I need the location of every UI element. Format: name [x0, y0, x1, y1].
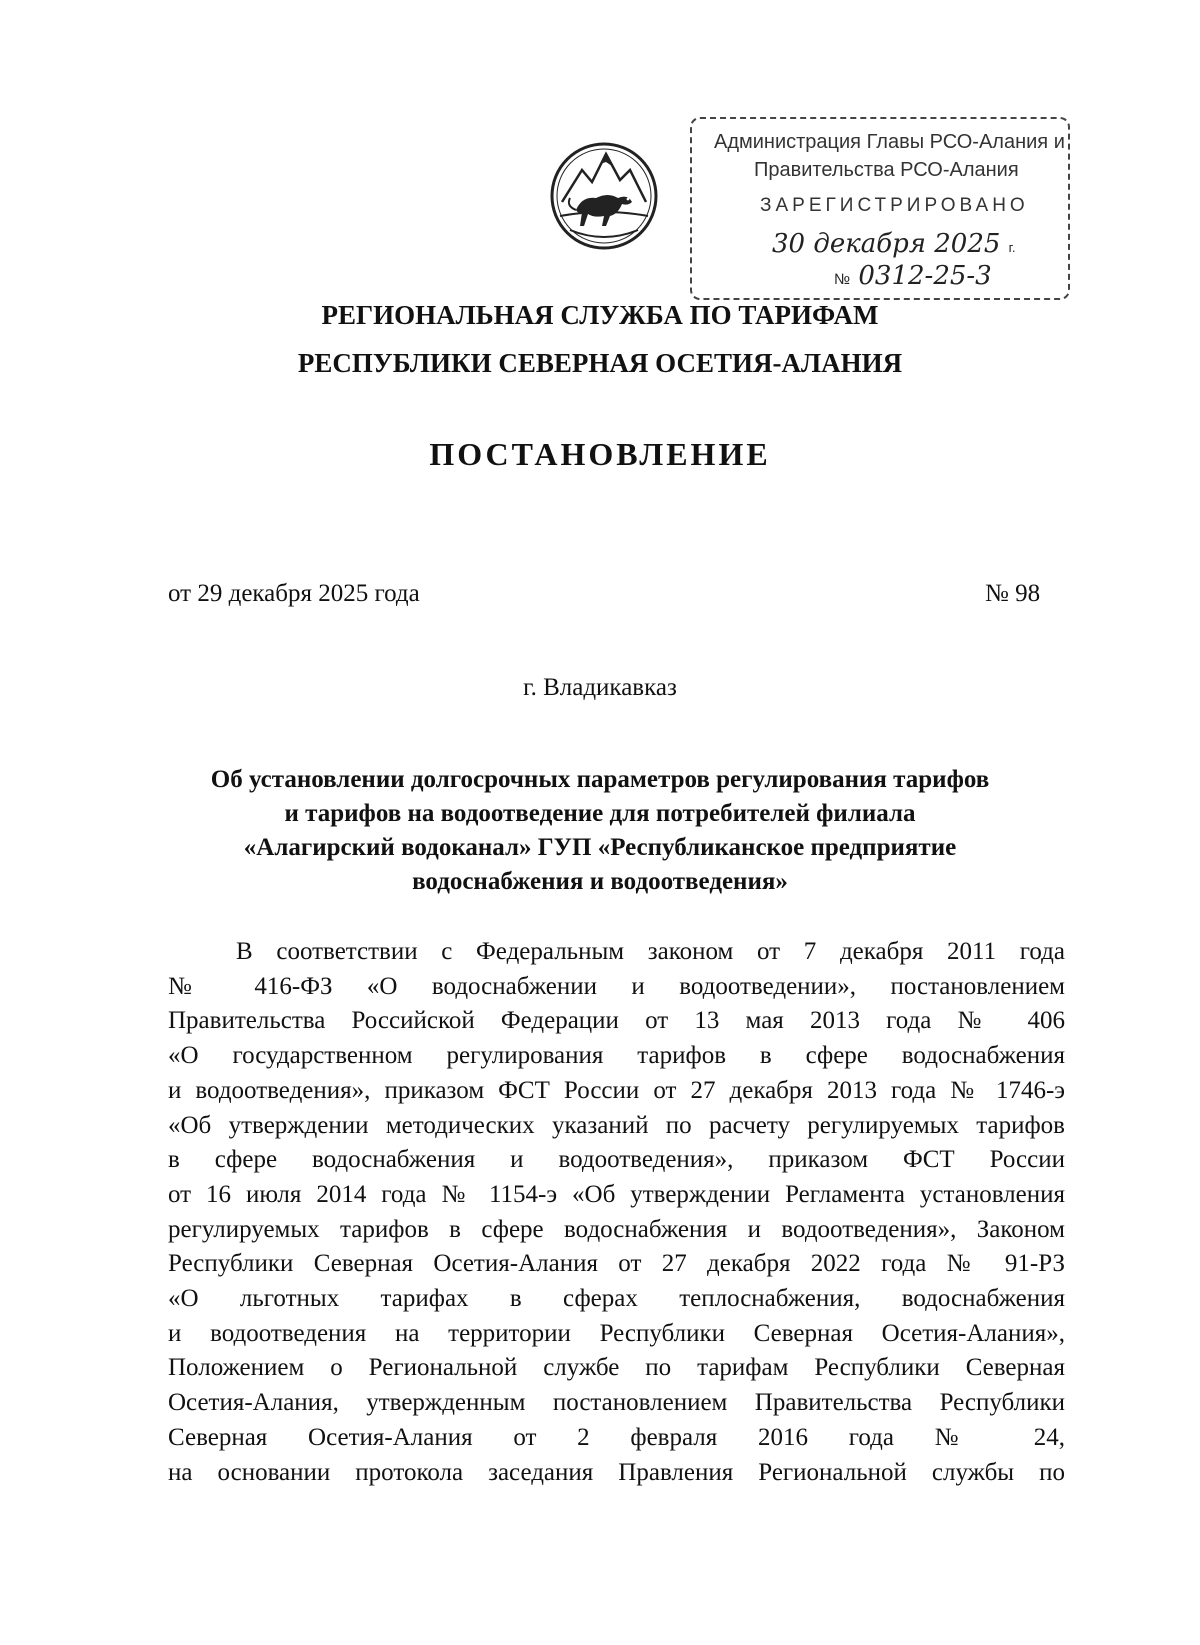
body-line: «Об утверждении методических указаний по расчету регулируемых тарифов — [168, 1111, 1065, 1139]
stamp-handwritten-date — [772, 229, 1015, 259]
document-date: от 29 декабря 2025 года — [168, 580, 420, 607]
body-line: В соответствии с Федеральным законом от 7 декабря 2011 года — [236, 938, 1065, 965]
body-paragraph — [168, 935, 1065, 1490]
stamp-registered-label: ЗАРЕГИСТРИРОВАНО — [760, 195, 1029, 216]
stamp-date-suffix: г. — [1008, 240, 1016, 255]
body-line: Осетия-Алания, утвержденным постановлением Правительства Республики — [168, 1389, 1065, 1417]
document-title — [0, 763, 1200, 899]
stamp-number-value: 0312-25-3 — [858, 261, 992, 291]
stamp-authority-line2: Правительства РСО-Алания — [754, 159, 1019, 181]
body-line: и водоотведения на территории Республики Северная Осетия-Алания», — [168, 1319, 1065, 1347]
stamp-handwritten-number — [834, 261, 992, 291]
title-line: Об установлении долгосрочных параметров регулирования тарифов — [210, 766, 990, 793]
coat-of-arms-emblem — [548, 140, 660, 252]
body-line: Правительства Российской Федерации от 13 мая 2013 года № 406 — [168, 1007, 1065, 1035]
body-line: и водоотведения», приказом ФСТ России от 27 декабря 2013 года № 1746-э — [168, 1076, 1065, 1104]
body-line: № 416-ФЗ «О водоснабжении и водоотведении», постановлением — [168, 972, 1065, 1000]
body-line: Республики Северная Осетия-Алания от 27 декабря 2022 года № 91-РЗ — [168, 1250, 1065, 1278]
body-line: Положением о Региональной службе по тарифам Республики Северная — [168, 1354, 1065, 1382]
document-type-heading: ПОСТАНОВЛЕНИЕ — [429, 436, 771, 472]
document-city: г. Владикавказ — [523, 674, 677, 701]
body-line: регулируемых тарифов в сфере водоснабжения и водоотведения», Законом — [168, 1215, 1065, 1243]
stamp-date-value: 30 декабря 2025 — [772, 229, 1001, 259]
body-line: от 16 июля 2014 года № 1154-э «Об утверждении Регламента установления — [168, 1180, 1065, 1208]
body-line: в сфере водоснабжения и водоотведения», приказом ФСТ России — [168, 1146, 1065, 1174]
registration-stamp — [690, 117, 1070, 300]
stamp-authority-line1: Администрация Главы РСО-Алания и — [714, 131, 1065, 153]
organization-name-line1: РЕГИОНАЛЬНАЯ СЛУЖБА ПО ТАРИФАМ — [321, 300, 879, 330]
body-line: на основании протокола заседания Правления Региональной службы по — [168, 1458, 1065, 1486]
title-line: и тарифов на водоотведение для потребителей филиала — [284, 800, 916, 827]
title-line: «Алагирский водоканал» ГУП «Республиканское предприятие — [243, 834, 957, 861]
organization-name-line2: РЕСПУБЛИКИ СЕВЕРНАЯ ОСЕТИЯ-АЛАНИЯ — [297, 348, 903, 378]
body-line: Северная Осетия-Алания от 2 февраля 2016 года № 24, — [168, 1423, 1065, 1451]
body-line: «О государственном регулирования тарифов в сфере водоснабжения — [168, 1042, 1065, 1070]
title-line: водоснабжения и водоотведения» — [412, 868, 788, 895]
stamp-number-label: № — [834, 271, 851, 288]
body-line: «О льготных тарифах в сферах теплоснабжения, водоснабжения — [168, 1285, 1065, 1313]
document-number: № 98 — [985, 580, 1041, 607]
